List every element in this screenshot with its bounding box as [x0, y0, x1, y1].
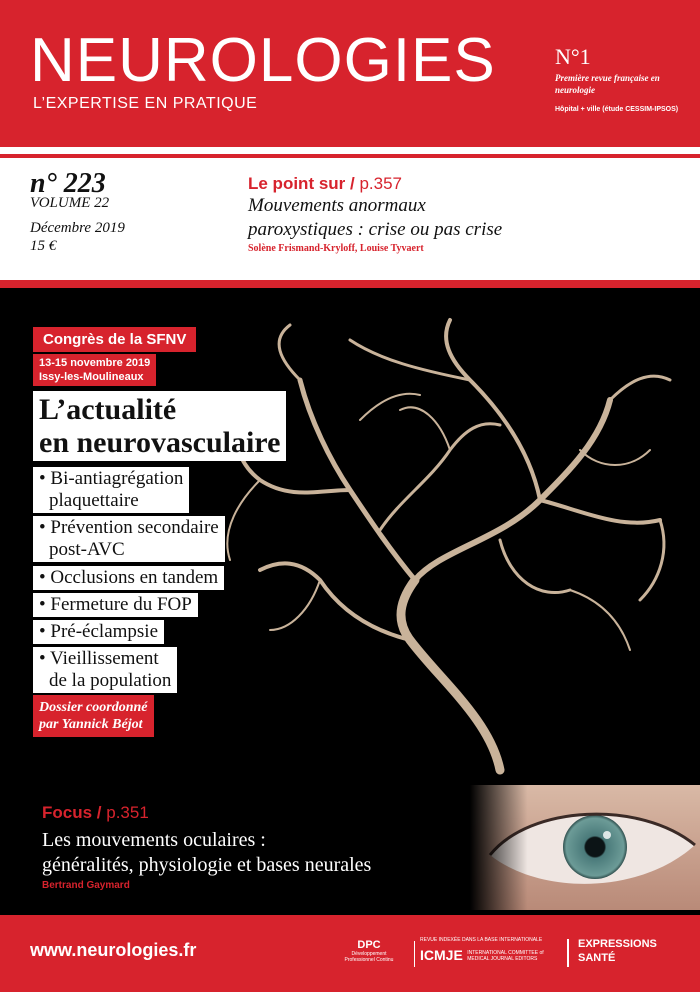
cover-header: [0, 0, 700, 147]
focus-label-text: Focus /: [42, 803, 102, 822]
congress-dates-line: 13-15 novembre 2019: [39, 357, 151, 369]
bullet-item: [33, 647, 177, 693]
point-sur-page: p.357: [359, 174, 403, 193]
dossier-coordinator: [33, 695, 154, 737]
point-sur-label: [248, 174, 402, 194]
point-sur-title-line: Mouvements anormaux: [248, 195, 426, 216]
congress-dates: [33, 354, 156, 386]
dossier-title: [33, 391, 286, 461]
coordinator-line: par Yannick Béjot: [39, 717, 143, 732]
vessel-network: [227, 320, 670, 770]
eye-photo: [470, 785, 700, 910]
brain-vessels-illustration: [200, 300, 700, 780]
icmje-name: ICMJE: [420, 947, 463, 963]
issue-date: Décembre 2019: [30, 220, 125, 236]
rank-source: Hôpital + ville (étude CESSIM-IPSOS): [555, 106, 679, 113]
divider: [414, 941, 415, 967]
dpc-logo: [340, 935, 398, 979]
bullet-line: • Fermeture du FOP: [39, 594, 192, 615]
icmje-logo: [420, 937, 560, 965]
focus-page: p.351: [106, 803, 149, 822]
bullet-line: • Occlusions en tandem: [39, 567, 219, 588]
magazine-tagline: L’EXPERTISE EN PRATIQUE: [33, 95, 258, 112]
bullet-line: plaquettaire: [49, 490, 139, 511]
publisher-logo: [578, 937, 657, 965]
divider: [567, 939, 569, 967]
website-link[interactable]: www.neurologies.fr: [30, 940, 197, 960]
publisher-line: EXPRESSIONS: [578, 938, 657, 950]
rank-subtitle: Première revue française en neurologie: [555, 73, 660, 95]
bullet-item: [33, 620, 164, 644]
cover-footer: [0, 915, 700, 992]
bullet-line: • Vieillissement: [39, 648, 159, 669]
bullet-line: post-AVC: [49, 539, 125, 560]
coordinator-line: Dossier coordonné: [39, 700, 148, 715]
rank-badge: N°1: [555, 44, 591, 69]
publisher-line: SANTÉ: [578, 952, 616, 964]
bullet-line: • Bi-antiagrégation: [39, 468, 184, 489]
dossier-title-line: L’actualité: [39, 393, 177, 426]
point-sur-title: [248, 194, 678, 242]
icmje-subtitle: INTERNATIONAL COMMITTEE of MEDICAL JOURNAL EDITORS: [467, 949, 544, 962]
bullet-item: [33, 566, 224, 590]
issue-price: 15 €: [30, 238, 57, 254]
icmje-caption: REVUE INDEXÉE DANS LA BASE INTERNATIONALE: [420, 937, 543, 943]
focus-title: [42, 828, 371, 878]
focus-author: Bertrand Gaymard: [42, 880, 130, 891]
point-sur-authors: Solène Frismand-Kryloff, Louise Tyvaert: [248, 243, 424, 254]
congress-tag: Congrès de la SFNV: [33, 327, 196, 352]
bullet-line: • Prévention secondaire: [39, 517, 219, 538]
dpc-title: DPC: [357, 939, 381, 951]
bullet-line: de la population: [49, 670, 172, 691]
dpc-subtitle: Développement Professionnel Continu: [344, 951, 394, 963]
focus-title-line: Les mouvements oculaires :: [42, 829, 266, 851]
bullet-item: [33, 516, 225, 562]
focus-title-line: généralités, physiologie et bases neurales: [42, 854, 372, 876]
bullet-line: • Pré-éclampsie: [39, 621, 159, 642]
eye-fade: [470, 785, 700, 910]
issue-number: n° 223: [30, 168, 106, 199]
bullet-item: [33, 593, 198, 617]
point-sur-label-text: Le point sur /: [248, 174, 355, 193]
issue-volume: VOLUME 22: [30, 195, 110, 211]
divider: [0, 280, 700, 288]
magazine-brand: NEUROLOGIES: [30, 26, 496, 95]
congress-location-line: Issy-les-Moulineaux: [39, 371, 144, 383]
point-sur-title-line: paroxystiques : crise ou pas crise: [248, 219, 503, 240]
focus-label: [42, 803, 149, 823]
bullet-item: [33, 467, 189, 513]
divider: [0, 154, 700, 158]
dossier-title-line: en neurovasculaire: [39, 426, 281, 459]
